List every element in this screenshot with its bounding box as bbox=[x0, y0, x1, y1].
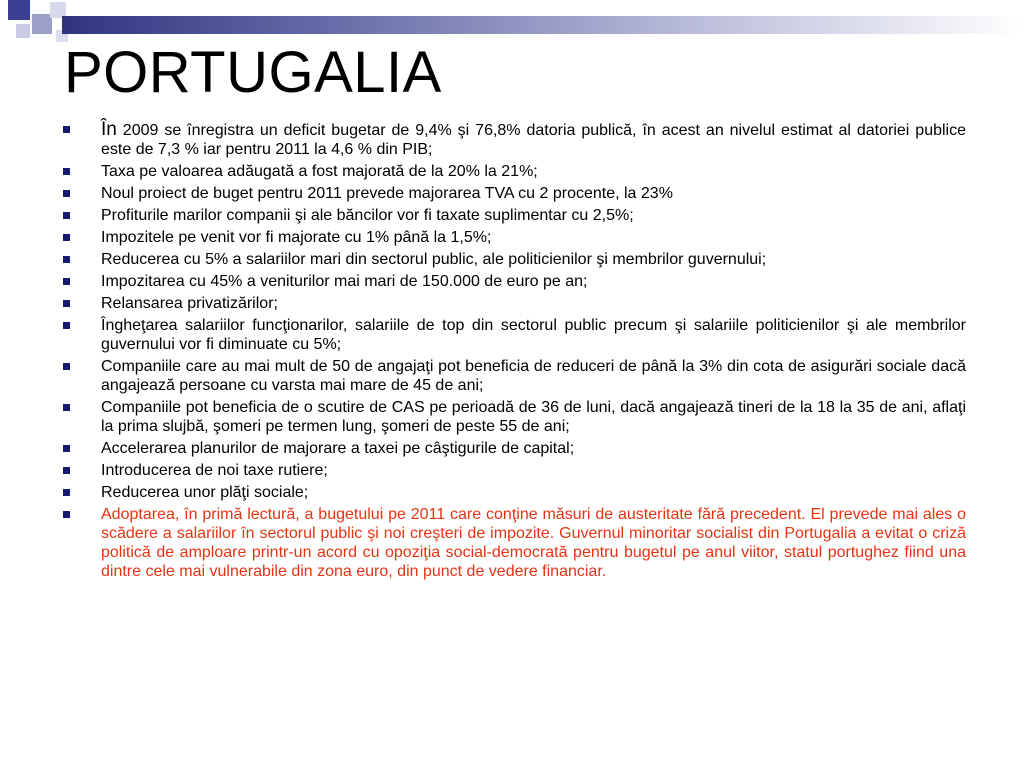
list-item-text: Companiile pot beneficia de o scutire de CAS pe perioadă de 36 de luni, dacă angajează tineri de la 18 la 35 de ani, aflaţi la prima slujbă, şomeri pe termen lung, şomeri de peste 55 de ani; bbox=[101, 399, 966, 435]
list-item-text: Accelerarea planurilor de majorare a taxei pe câştigurile de capital; bbox=[101, 440, 575, 457]
list-item-text: Relansarea privatizărilor; bbox=[101, 295, 278, 312]
square-bullet-icon bbox=[63, 467, 70, 474]
square-bullet-icon bbox=[63, 256, 70, 263]
square-bullet-icon bbox=[63, 489, 70, 496]
list-item bbox=[62, 184, 966, 203]
list-item bbox=[62, 294, 966, 313]
square-bullet-icon bbox=[63, 445, 70, 452]
list-item-text: Impozitarea cu 45% a veniturilor mai mari de 150.000 de euro pe an; bbox=[101, 273, 588, 290]
list-item bbox=[62, 272, 966, 291]
list-item bbox=[62, 250, 966, 269]
decorative-square bbox=[16, 24, 30, 38]
square-bullet-icon bbox=[63, 212, 70, 219]
square-bullet-icon bbox=[63, 278, 70, 285]
bullet-list bbox=[62, 120, 966, 584]
list-item-text: Taxa pe valoarea adăugată a fost majorată de la 20% la 21%; bbox=[101, 163, 538, 180]
list-item-text: Profiturile marilor companii şi ale băncilor vor fi taxate suplimentar cu 2,5%; bbox=[101, 207, 634, 224]
list-item bbox=[62, 439, 966, 458]
header-gradient-band bbox=[62, 16, 1024, 34]
list-item bbox=[62, 316, 966, 354]
list-item bbox=[62, 357, 966, 395]
square-bullet-icon bbox=[63, 126, 70, 133]
list-item-text: Îngheţarea salariilor funcţionarilor, salariile de top din sectorul public precum şi salariile politicienilor şi ale membrilor guvernului vor fi diminuate cu 5%; bbox=[101, 317, 966, 353]
square-bullet-icon bbox=[63, 322, 70, 329]
list-item-text: Noul proiect de buget pentru 2011 prevede majorarea TVA cu 2 procente, la 23% bbox=[101, 185, 673, 202]
list-item bbox=[62, 461, 966, 480]
highlighted-list-item bbox=[62, 505, 966, 581]
list-item-text: Reducerea cu 5% a salariilor mari din sectorul public, ale politicienilor şi membrilor guvernului; bbox=[101, 251, 767, 268]
list-item-text: Reducerea unor plăţi sociale; bbox=[101, 484, 309, 501]
list-item bbox=[62, 162, 966, 181]
list-item bbox=[62, 483, 966, 502]
square-bullet-icon bbox=[63, 511, 70, 518]
square-bullet-icon bbox=[63, 404, 70, 411]
list-item bbox=[62, 398, 966, 436]
list-item bbox=[62, 206, 966, 225]
list-item-text: Impozitele pe venit vor fi majorate cu 1% până la 1,5%; bbox=[101, 229, 492, 246]
square-bullet-icon bbox=[63, 234, 70, 241]
slide-title: PORTUGALIA bbox=[64, 40, 442, 105]
decorative-square bbox=[32, 14, 52, 34]
decorative-square bbox=[8, 0, 30, 20]
square-bullet-icon bbox=[63, 300, 70, 307]
list-item-text: Adoptarea, în primă lectură, a bugetului pe 2011 care conţine măsuri de austeritate fără precedent. El prevede mai ales o scădere a salariilor în sectorul public şi noi creşteri de impozite. Guvernul minoritar socialist din Portugalia a evitat o criză politică de amploare printr-un acord cu opoziţia social-democrată pentru bugetul pe anul viitor, statul portughez fiind una dintre cele mai vulnerabile din zona euro, din punct de vedere financiar. bbox=[101, 506, 966, 580]
square-bullet-icon bbox=[63, 168, 70, 175]
list-item-text: Introducerea de noi taxe rutiere; bbox=[101, 462, 328, 479]
list-item-lead: În bbox=[101, 119, 117, 140]
list-item bbox=[62, 120, 966, 159]
list-item-text: Companiile care au mai mult de 50 de angajaţi pot beneficia de reduceri de până la 3% din cota de asigurări sociale dacă angajează persoane cu varsta mai mare de 45 de ani; bbox=[101, 358, 966, 394]
list-item-text: 2009 se înregistra un deficit bugetar de 9,4% şi 76,8% datoria publică, în acest an nivelul estimat al datoriei publice este de 7,3 % iar pentru 2011 la 4,6 % din PIB; bbox=[101, 122, 966, 158]
square-bullet-icon bbox=[63, 190, 70, 197]
list-item bbox=[62, 228, 966, 247]
square-bullet-icon bbox=[63, 363, 70, 370]
